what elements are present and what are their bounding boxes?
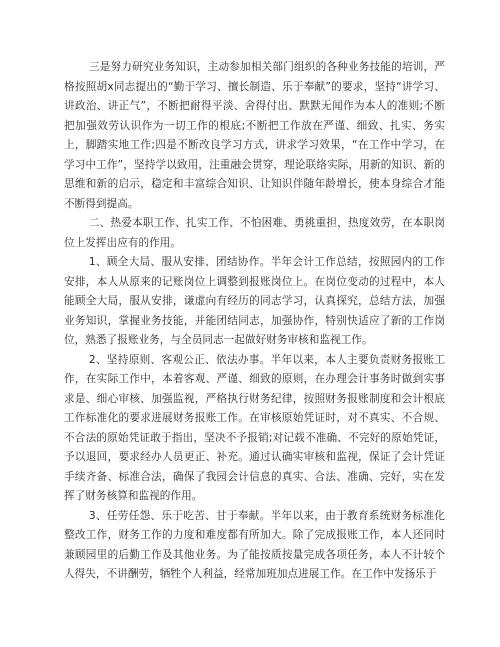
- paragraph-section-two-heading: 二、热爱本职工作、扎实工作、不怕困难、勇挑重担，热度效劳，在本职岗位上发挥出应有的作用。: [64, 217, 445, 249]
- paragraph-item-3-hard-work: 3、任劳任怨、乐于吃苦、甘于奉献。半年以来，由于教育系统财务标准化整改工作，财务工作的力度和难度都有所加大。除了完成报账工作，本人还同时兼顾园里的后勤工作及其他业务。为了能按质按量完成各项任务，本人不计较个人得失，不讲酬劳，牺牲个人利益，经常加班加点进展工作。在工作中发扬乐于: [64, 509, 445, 580]
- paragraph-item-1-overall-situation: 1、顾全大局、服从安排、团结协作。半年会计工作总结，按照园内的工作安排，本人从原来的记账岗位上调整到报账岗位上。在岗位变动的过程中，本人能顾全大局，服从安排，谦虚向有经历的同志学习，认真探究，总结方法，加强业务知识，掌握业务技能，并能团结同志，加强协作，特别快适应了新的工作岗位，熟悉了报账业务，与全员同志一起做好财务审核和监视工作。: [64, 256, 445, 346]
- document-body: [64, 58, 445, 585]
- paragraph-study-business-knowledge: 三是努力研究业务知识，主动参加相关部门组织的各种业务技能的培训，严格按照胡x同志提出的“勤于学习、擅长制造、乐于奉献”的要求，坚持“讲学习、讲政治、讲正气”，不断把耐得平淡、舍得付出、默默无闻作为本人的准则;不断把加强效劳认识作为一切工作的根底;不断把工作放在严谨、细致、扎实、务实上，脚踏实地工作;四是不断改良学习方式，讲求学习效果，“在工作中学习，在学习中工作”，坚持学以致用，注重融会贯穿，理论联络实际，用新的知识、新的思维和新的启示，稳定和丰富综合知识、让知识伴随年龄增长，使本身综合才能不断得到提高。: [64, 61, 445, 210]
- paragraph-item-2-principles: 2、坚持原则、客观公正、依法办事。半年以来，本人主要负责财务报账工作，在实际工作中，本着客观、严谨、细致的原则，在办理会计事务时做到实事求是、细心审核、加强监视，严格执行财务纪律，按照财务报账制度和会计根底工作标准化的要求进展财务报账工作。在审核原始凭证时，对不真实、不合规、不合法的原始凭证敢于指出，坚决不予报销;对记载不准确、不完好的原始凭证，予以退回，要求经办人员更正、补充。通过认确实审核和监视，保证了会计凭证手续齐备、标准合法，确保了我园会计信息的真实、合法、准确、完好，实在发挥了财务核算和监视的作用。: [64, 353, 445, 502]
